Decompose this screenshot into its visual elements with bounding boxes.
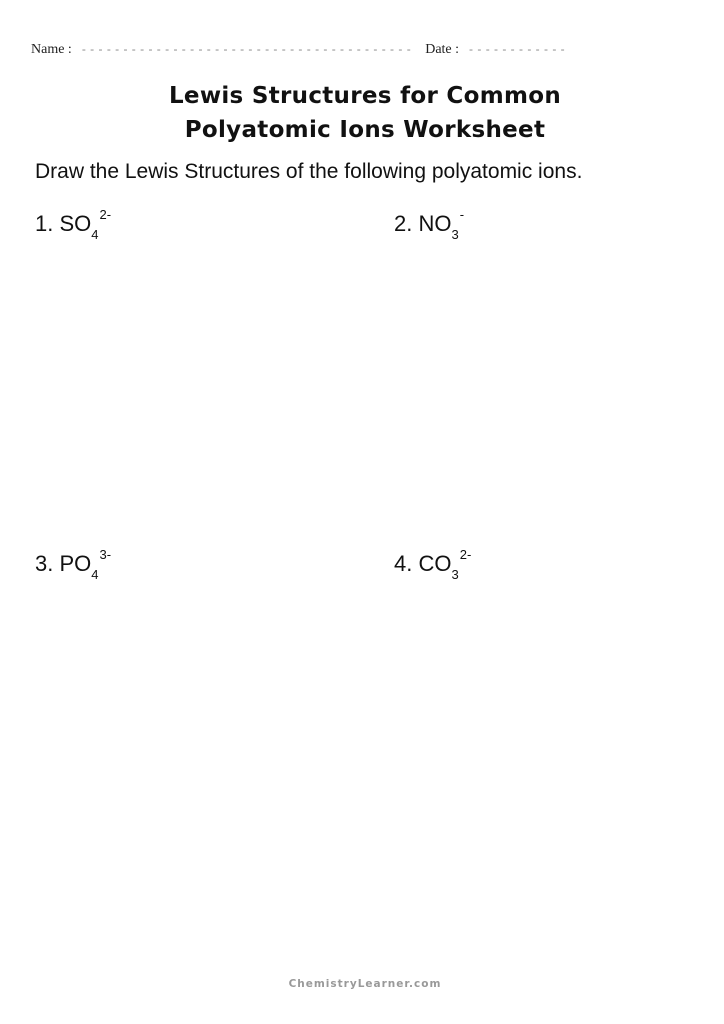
ion-formula: $NO_3^-$ [418, 207, 465, 242]
ion-formula: $CO_3^{2-}$ [418, 547, 472, 582]
charge: 3- [99, 547, 112, 562]
footer-watermark: ChemistryLearner.com [288, 978, 442, 990]
question-number: 2. [394, 211, 413, 236]
ion-formula: $SO_4^{2-}$ [59, 207, 112, 242]
name-date-header [31, 42, 565, 58]
ion-formula: $PO_4^{3-}$ [59, 547, 112, 582]
question-2 [394, 207, 465, 242]
subscript: 3 [451, 227, 459, 242]
name-label: Name : [31, 42, 72, 57]
question-number: 4. [394, 551, 413, 576]
charge: 2- [99, 207, 112, 222]
page-title [0, 79, 724, 147]
instructions: Draw the Lewis Structures of the following polyatomic ions. [35, 160, 583, 183]
charge: 2- [459, 547, 472, 562]
question-number: 3. [35, 551, 54, 576]
title-line-1: Lewis Structures for Common [168, 83, 562, 109]
subscript: 3 [451, 567, 459, 582]
charge: - [459, 207, 465, 222]
name-field[interactable]: - - - - - - - - - - - - - - - - - - - - - - - - - - - - - - - - - - - - - - - - [81, 42, 412, 56]
question-1 [35, 207, 112, 242]
question-3 [35, 547, 112, 582]
subscript: 4 [91, 567, 99, 582]
title-line-2: Polyatomic Ions Worksheet [184, 117, 546, 143]
date-label: Date : [425, 42, 460, 57]
subscript: 4 [91, 227, 99, 242]
question-number: 1. [35, 211, 54, 236]
date-field[interactable]: - - - - - - - - - - - - [469, 42, 566, 56]
question-4 [394, 547, 472, 582]
